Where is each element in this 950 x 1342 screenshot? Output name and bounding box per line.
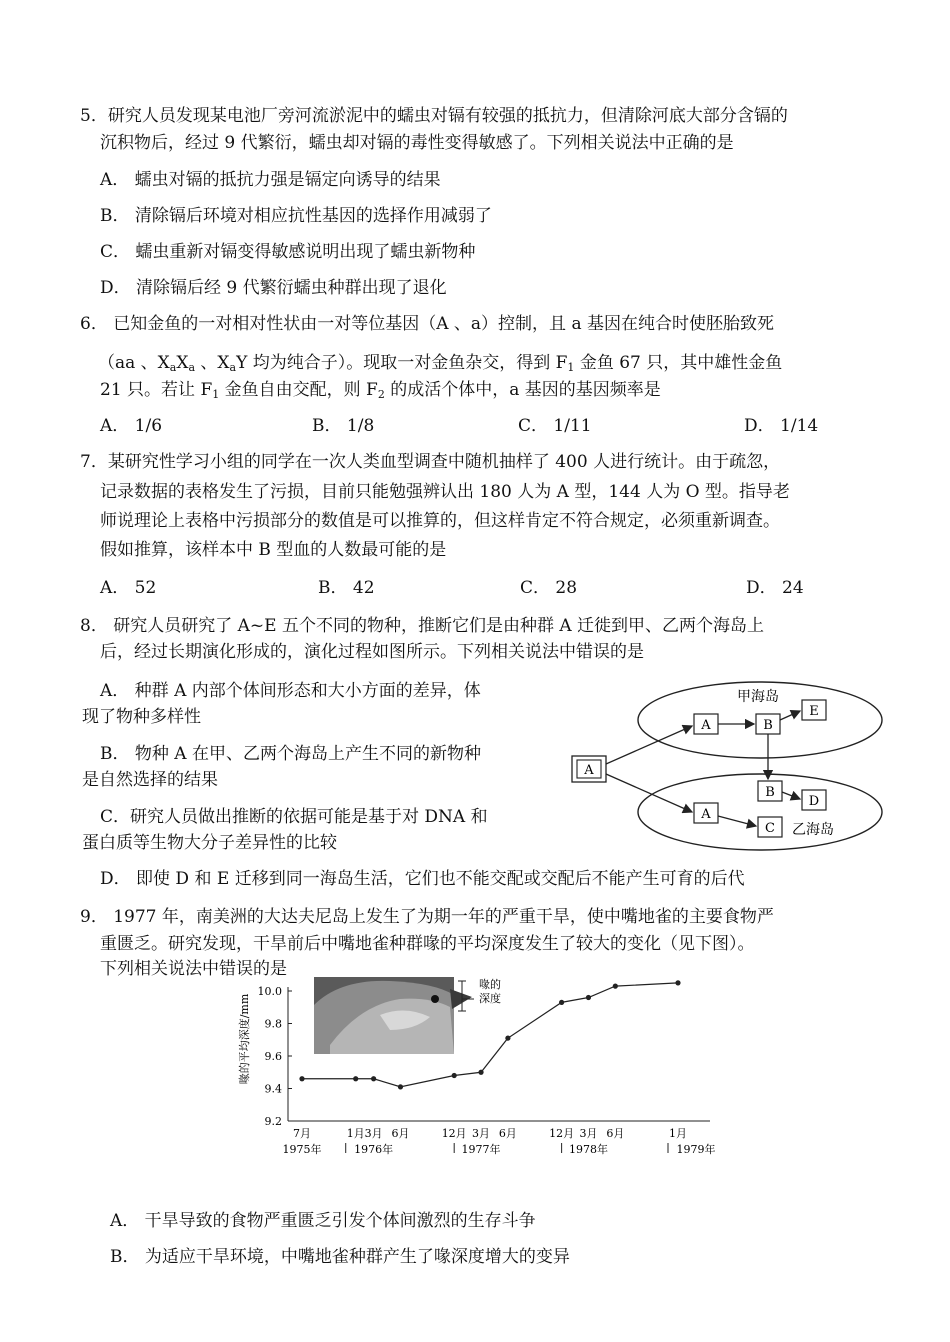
q8-option-d: D． 即使 D 和 E 迁移到同一海岛生活，它们也不能交配或交配后不能产生可育的后代 <box>100 869 745 889</box>
jia-node-e-label: E <box>809 704 819 719</box>
x-tick-label: 1月 <box>669 1127 687 1140</box>
y-tick-label: 9.6 <box>264 1050 282 1063</box>
yi-node-b-label: B <box>765 785 775 800</box>
yi-node-d-label: D <box>808 794 820 809</box>
q7-line3: 师说理论上表格中污损部分的数值是可以推算的，但这样肯定不符合规定，必须重新调查。 <box>100 511 780 531</box>
q8-option-c-line2: 蛋白质等生物大分子差异性的比较 <box>82 833 337 853</box>
bird-photo <box>314 977 472 1054</box>
q5-option-a: A． 蠕虫对镉的抵抗力强是镉定向诱导的结果 <box>100 170 441 190</box>
arrow-origin-to-jia <box>606 726 692 764</box>
y-axis-label: 喙的平均深度/mm <box>238 993 251 1085</box>
data-point <box>478 1070 483 1075</box>
q5-option-d: D． 清除镉后经 9 代繁衍蠕虫种群出现了退化 <box>100 278 447 298</box>
q5-option-b: B． 清除镉后环境对相应抗性基因的选择作用减弱了 <box>100 206 492 226</box>
q6-stem-line2: （aa 、$X_aX_a$ 、$X_aY$ 均为纯合子）。现取一对金鱼杂交，得到 $F_1$ 金鱼 67 只，其中雄性金鱼 <box>98 353 783 374</box>
data-point <box>353 1076 358 1081</box>
y-tick-label: 9.4 <box>264 1082 282 1096</box>
year-label: 1978年 <box>568 1143 608 1156</box>
q7-option-c: C． 28 <box>520 578 578 598</box>
q9-line1: 9． 1977 年，南美洲的大达夫尼岛上发生了为期一年的严重干旱，使中嘴地雀的主要食物严 <box>80 907 774 927</box>
arrow-origin-to-yi <box>606 774 692 812</box>
year-label: 1977年 <box>461 1143 501 1156</box>
jia-node-b-label: B <box>763 718 773 733</box>
origin-species-a-label: A <box>584 763 594 778</box>
arrow-jia-b-to-e <box>780 711 800 720</box>
q9-line2: 重匮乏。研究发现，干旱前后中嘴地雀种群喙的平均深度发生了较大的变化（见下图）。 <box>100 934 755 954</box>
x-tick-label: 6月 <box>498 1127 517 1140</box>
y-tick-label: 10.0 <box>257 985 282 998</box>
q9-line3: 下列相关说法中错误的是 <box>100 959 287 979</box>
x-tick-label: 3月 <box>364 1127 383 1140</box>
q6-option-a: A． 1/6 <box>100 416 163 436</box>
year-label: 1976年 <box>354 1143 394 1156</box>
q7-line2: 记录数据的表格发生了污损，目前只能勉强辨认出 180 人为 A 型，144 人为 O 型。指导老 <box>100 482 790 502</box>
q6-stem-line1: 6． 已知金鱼的一对相对性状由一对等位基因（A 、a）控制，且 a 基因在纯合时使胚胎致死 <box>80 314 774 334</box>
y-tick-label: 9.8 <box>264 1017 282 1031</box>
q7-line4: 假如推算，该样本中 B 型血的人数最可能的是 <box>100 540 447 560</box>
q9-option-b: B． 为适应干旱环境，中嘴地雀种群产生了喙深度增大的变异 <box>110 1247 570 1267</box>
x-tick-label: 6月 <box>606 1127 625 1140</box>
data-point <box>559 1000 564 1005</box>
q5-stem-line1: 5．研究人员发现某电池厂旁河流淤泥中的蠕虫对镉有较强的抵抗力，但清除河底大部分含镉的 <box>80 106 788 126</box>
data-point <box>299 1076 304 1081</box>
y-tick-label: 9.2 <box>264 1115 282 1128</box>
q8-option-b-line1: B． 物种 A 在甲、乙两个海岛上产生不同的新物种 <box>100 744 481 764</box>
q8-stem-line2: 后，经过长期演化形成的，演化过程如图所示。下列相关说法中错误的是 <box>100 642 644 662</box>
arrow-yi-a-to-c <box>718 816 756 826</box>
x-tick-label: 12月 <box>441 1127 467 1140</box>
q8-option-b-line2: 是自然选择的结果 <box>82 770 218 790</box>
x-tick-label: 1月 <box>346 1127 365 1140</box>
bird-caption-line1: 喙的 <box>479 978 501 991</box>
q8-option-a-line2: 现了物种多样性 <box>82 707 201 727</box>
data-point <box>586 995 591 1000</box>
q7-option-b: B． 42 <box>318 578 375 598</box>
evolution-diagram <box>560 680 890 855</box>
x-tick-label: 12月 <box>549 1127 575 1140</box>
year-label: 1975年 <box>282 1143 322 1156</box>
beak-depth-chart <box>230 975 730 1170</box>
arrow-yi-b-to-d <box>782 792 800 799</box>
q8-option-c-line1: C．研究人员做出推断的依据可能是基于对 DNA 和 <box>100 807 488 827</box>
data-point <box>675 980 680 985</box>
x-tick-label: 3月 <box>579 1127 598 1140</box>
q7-option-a: A． 52 <box>100 578 157 598</box>
data-point <box>505 1036 510 1041</box>
q6-stem-line3: 21 只。若让 $F_1$ 金鱼自由交配，则 $F_2$ 的成活个体中，a 基因的基因频率是 <box>100 380 661 401</box>
q6-option-c: C． 1/11 <box>518 416 592 436</box>
q7-line1: 7．某研究性学习小组的同学在一次人类血型调查中随机抽样了 400 人进行统计。由于疏忽， <box>80 452 781 472</box>
data-point <box>452 1073 457 1078</box>
q7-option-d: D． 24 <box>746 578 804 598</box>
q5-option-c: C． 蠕虫重新对镉变得敏感说明出现了蠕虫新物种 <box>100 242 476 262</box>
data-point <box>613 984 618 989</box>
q6-option-d: D． 1/14 <box>744 416 819 436</box>
jia-node-a-label: A <box>701 718 711 733</box>
q5-stem-line2: 沉积物后，经过 9 代繁衍，蠕虫却对镉的毒性变得敏感了。下列相关说法中正确的是 <box>100 133 734 153</box>
x-tick-label: 6月 <box>391 1127 410 1140</box>
q9-option-a: A． 干旱导致的食物严重匮乏引发个体间激烈的生存斗争 <box>110 1211 536 1231</box>
island-yi-label: 乙海岛 <box>792 822 834 838</box>
year-label: 1979年 <box>676 1143 716 1156</box>
island-jia-label: 甲海岛 <box>737 689 779 705</box>
data-point <box>398 1084 403 1089</box>
q8-option-a-line1: A． 种群 A 内部个体间形态和大小方面的差异，体 <box>100 681 481 701</box>
x-tick-label: 3月 <box>472 1127 491 1140</box>
data-point <box>371 1076 376 1081</box>
q8-stem-line1: 8． 研究人员研究了 A~E 五个不同的物种，推断它们是由种群 A 迁徙到甲、乙两个海岛上 <box>80 616 765 636</box>
yi-node-c-label: C <box>765 821 775 836</box>
bird-caption-line2: 深度 <box>479 992 501 1005</box>
yi-node-a-label: A <box>701 807 711 822</box>
x-tick-label: 7月 <box>293 1127 311 1140</box>
q6-option-b: B． 1/8 <box>312 416 375 436</box>
